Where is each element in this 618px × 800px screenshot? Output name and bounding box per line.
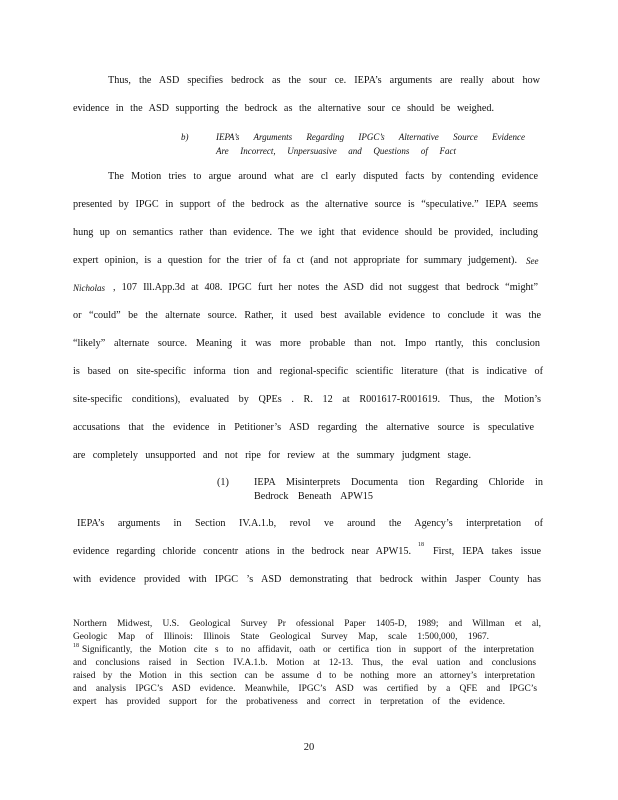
footnote-line: Northern Midwest, U.S. Geological Survey Pr ofessional Paper 1405-D, 1989; and Willman et al, — [73, 619, 541, 629]
footnote-line: expert has provided support for the probativeness and correct in terpretation of the evidence. — [73, 697, 505, 707]
paragraph-line: Thus, the ASD specifies bedrock as the sour ce. IEPA’s arguments are really about how — [108, 75, 540, 86]
footnote-line: raised by the Motion in this section can be assume d to be nothing more an attorney’s interpretation — [73, 671, 535, 681]
paragraph-line: presented by IPGC in support of the bedrock as the alternative source is “speculative.” IEPA seems — [73, 199, 538, 210]
paragraph-line: , 107 Ill.App.3d at 408. IPGC furt her notes the ASD did not suggest that bedrock “might” — [113, 282, 538, 293]
paragraph-line: expert opinion, is a question for the trier of fa ct (and not appropriate for summary judgement). — [73, 255, 517, 266]
heading-line: IEPA’s Arguments Regarding IPGC’s Alternative Source Evidence — [216, 132, 525, 142]
heading-marker: (1) — [217, 477, 229, 488]
paragraph-line: First, IEPA takes issue — [433, 546, 541, 557]
heading-line: IEPA Misinterprets Documenta tion Regarding Chloride in — [254, 477, 543, 488]
paragraph-line: or “could” be the alternate source. Rather, it used best available evidence to conclude it was the — [73, 310, 541, 321]
citation-signal: See — [526, 256, 539, 266]
paragraph-line: hung up on semantics rather than evidence. The we ight that evidence should be provided, including — [73, 227, 538, 238]
heading-line: Are Incorrect, Unpersuasive and Questions of Fact — [216, 146, 456, 156]
heading-line: Bedrock Beneath APW15 — [254, 491, 373, 502]
paragraph-line: “likely” alternate source. Meaning it was more probable than not. Impo rtantly, this conclusion — [73, 338, 540, 349]
footnote-line: Geologic Map of Illinois: Illinois State Geological Survey Map, scale 1:500,000, 1967. — [73, 632, 489, 642]
paragraph-line: evidence regarding chloride concentr ations in the bedrock near APW15. — [73, 546, 411, 557]
paragraph-line: are completely unsupported and not ripe for review at the summary judgment stage. — [73, 450, 471, 461]
footnote-reference: 18 — [418, 542, 424, 548]
footnote-line: and analysis IPGC’s ASD evidence. Meanwhile, IPGC’s ASD was certified by a QFE and IPGC’s — [73, 684, 537, 694]
paragraph-line: with evidence provided with IPGC ’s ASD demonstrating that bedrock within Jasper County has — [73, 574, 541, 585]
paragraph-line: site-specific conditions), evaluated by QPEs . R. 12 at R001617-R001619. Thus, the Motion’s — [73, 394, 541, 405]
paragraph-line: evidence in the ASD supporting the bedrock as the alternative sour ce should be weighed. — [73, 103, 494, 114]
case-name: Nicholas — [73, 283, 106, 293]
heading-marker: b) — [181, 132, 189, 142]
footnote-line: and conclusions raised in Section IV.A.1.b. Motion at 12-13. Thus, the eval uation and conclusions — [73, 658, 536, 668]
footnote-line: Significantly, the Motion cite s to no affidavit, oath or certifica tion in support of the interpretation — [82, 645, 534, 655]
footnote-number: 18 — [73, 643, 79, 649]
paragraph-line: accusations that the evidence in Petitioner’s ASD regarding the alternative source is speculative — [73, 422, 534, 433]
page-number: 20 — [303, 742, 315, 753]
paragraph-line: The Motion tries to argue around what are cl early disputed facts by contending evidence — [108, 171, 538, 182]
paragraph-line: IEPA’s arguments in Section IV.A.1.b, revol ve around the Agency’s interpretation of — [77, 518, 543, 529]
paragraph-line: is based on site-specific informa tion and regional-specific scientific literature (that is indicative of — [73, 366, 543, 377]
